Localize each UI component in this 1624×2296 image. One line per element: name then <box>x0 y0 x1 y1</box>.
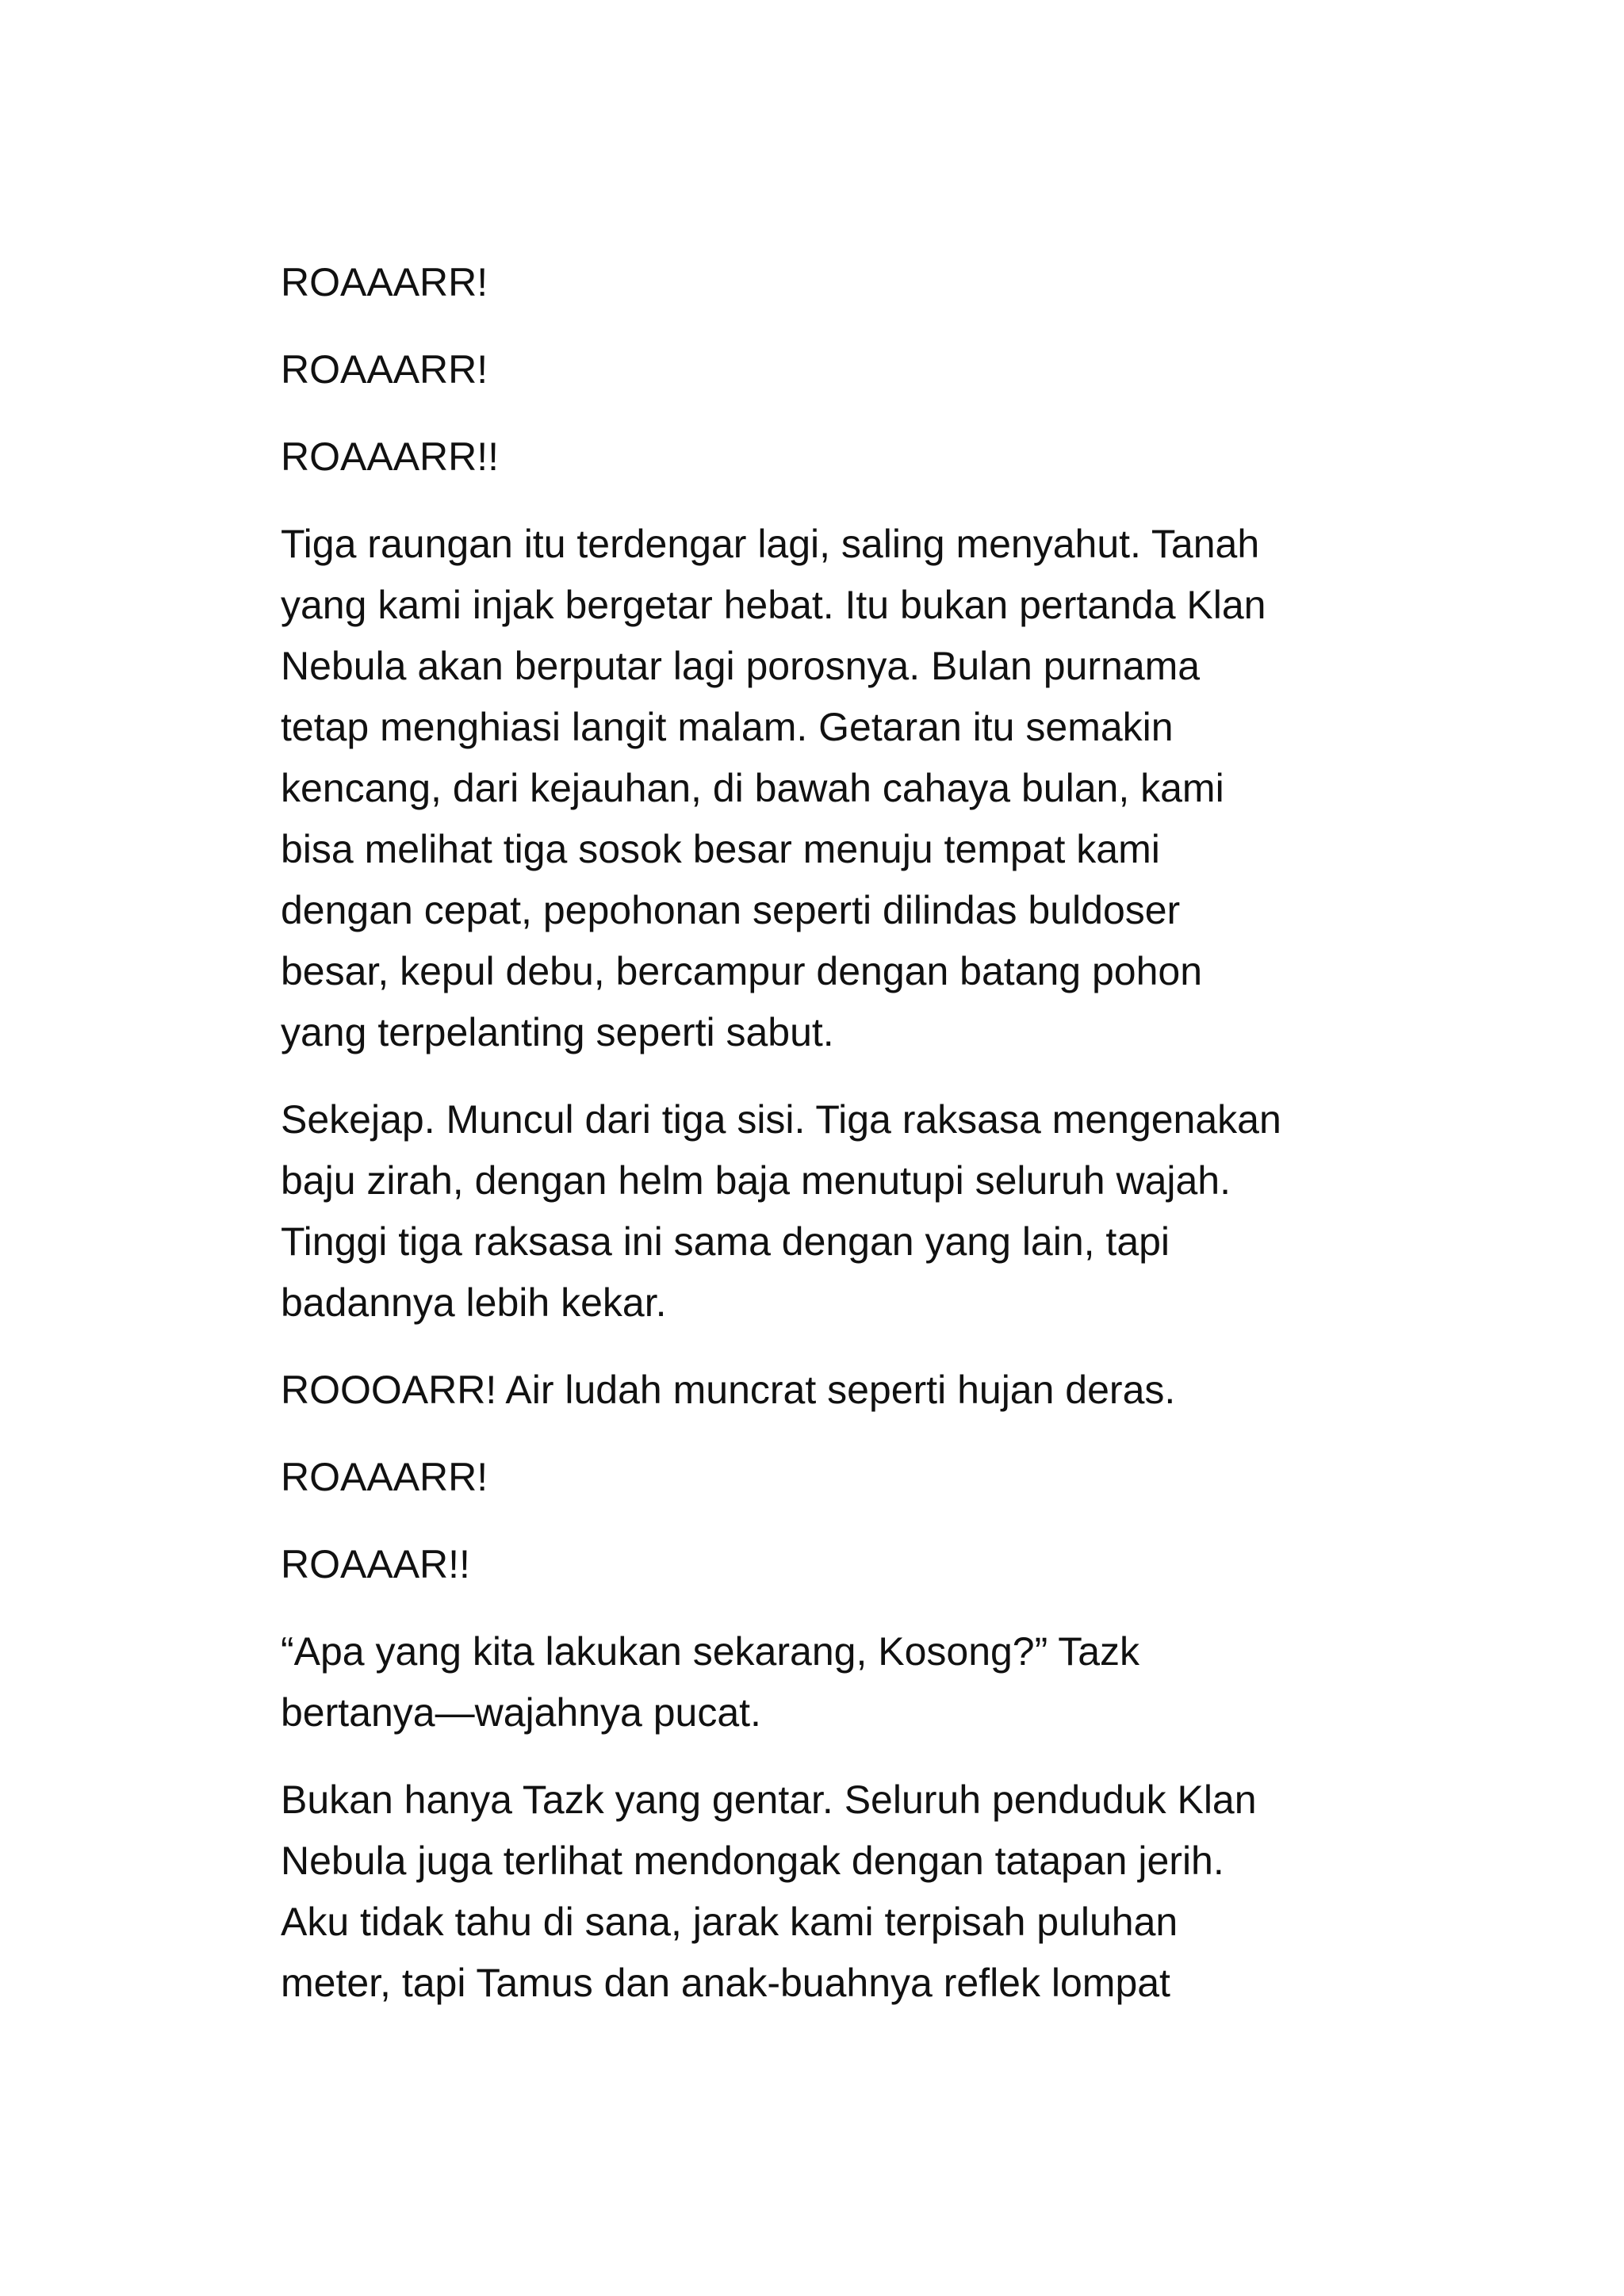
paragraph-1: ROAAARR! <box>281 260 488 304</box>
paragraph-7: ROAAARR! <box>281 1455 488 1499</box>
paragraph-2: ROAAARR! <box>281 347 488 392</box>
paragraph-9: “Apa yang kita lakukan sekarang, Kosong?” Tazk bertanya—wajahnya pucat. <box>281 1629 1140 1735</box>
paragraph-6: ROOOARR! Air ludah muncrat seperti hujan deras. <box>281 1368 1176 1412</box>
document-body <box>281 252 1391 2040</box>
paragraph-5: Sekejap. Muncul dari tiga sisi. Tiga raksasa mengenakan baju zirah, dengan helm baja menutupi seluruh wajah. Tinggi tiga raksasa ini sama dengan yang lain, tapi badannya lebih kekar. <box>281 1097 1281 1325</box>
paragraph-10: Bukan hanya Tazk yang gentar. Seluruh penduduk Klan Nebula juga terlihat mendongak dengan tatapan jerih. Aku tidak tahu di sana, jarak kami terpisah puluhan meter, tapi Tamus dan anak-buahnya reflek lompat <box>281 1777 1257 2005</box>
paragraph-8: ROAAAR!! <box>281 1542 470 1586</box>
paragraph-4: Tiga raungan itu terdengar lagi, saling menyahut. Tanah yang kami injak bergetar hebat. Itu bukan pertanda Klan Nebula akan berputar lagi porosnya. Bulan purnama tetap menghiasi langit malam. Getaran itu semakin kencang, dari kejauhan, di bawah cahaya bulan, kami bisa melihat tiga sosok besar menuju tempat kami dengan cepat, pepohonan seperti dilindas buldoser besar, kepul debu, bercampur dengan batang pohon yang terpelanting seperti sabut. <box>281 522 1266 1054</box>
paragraph-3: ROAAARR!! <box>281 434 500 479</box>
